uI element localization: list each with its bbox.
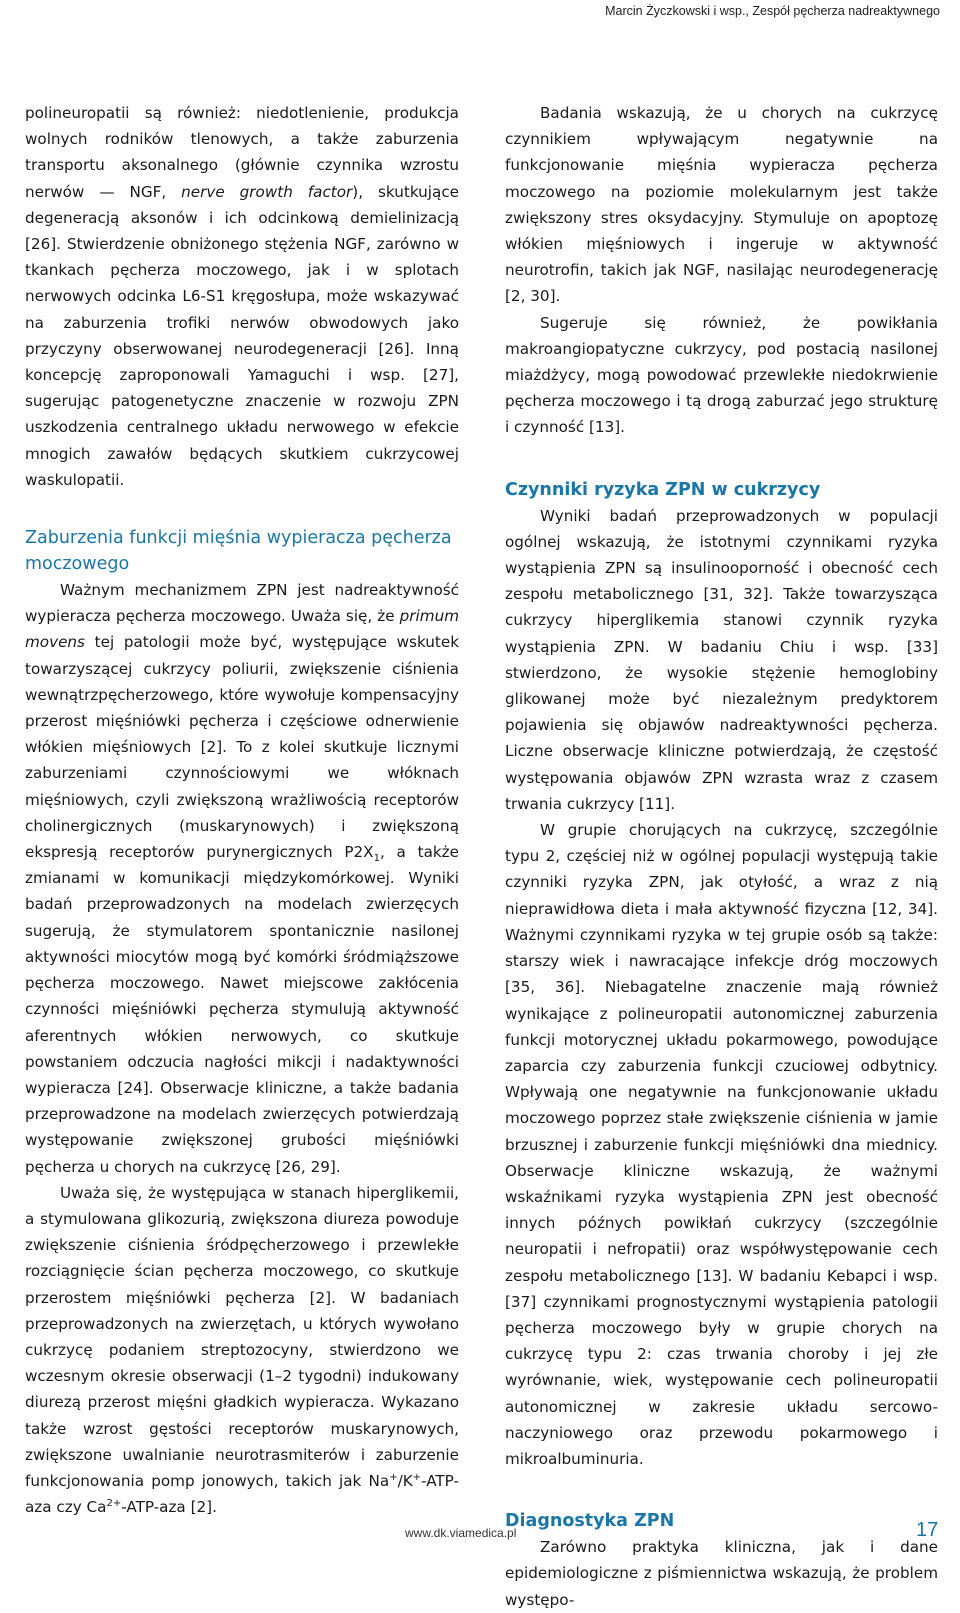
left-paragraph-3: Uważa się, że występująca w stanach hiperglikemii, a stymulowana glikozurią, zwiększona diureza powoduje zwiększenie ciśnienia śródpęcherzowego i przewlekłe rozciągnięcie ścian pęcherza moczowego, co skutkuje przerostem mięśniówki pęcherza [2]. W badaniach przeprowadzonych na zwierzętach, u których wywołano cukrzycę podaniem streptozocyny, stwierdzono we wczesnym okresie obserwacji (1–2 tygodni) indukowany diurezą przerost mięśni gładkich wypieracza. Wykazano także wzrost gęstości receptorów muskarynowych, zwiększone uwalnianie neurotrasmiterów i zaburzenie funkcjonowania pomp jonowych, takich jak Na+/K+-ATP-aza czy $Ca^{2+}-ATP$-aza [2]. (25, 1183, 459, 1517)
right-paragraph-5: Zarówno praktyka kliniczna, jak i dane epidemiologiczne z piśmiennictwa wskazują, że problem występo- (505, 1538, 938, 1609)
running-head-title: Zespół pęcherza nadreaktywnego (752, 4, 940, 18)
running-head-author: Marcin Życzkowski i wsp. (605, 4, 746, 18)
right-paragraph-4: W grupie chorujących na cukrzycę, szczególnie typu 2, częściej niż w ogólnej populacji występują takie czynniki ryzyka ZPN, jak otyłość, a wraz z nią nieprawidłowa dieta i mała aktywność fizyczna [12, 34]. Ważnymi czynnikami ryzyka w tej grupie osób są także: starszy wiek i nawracające infekcje dróg moczowych [35, 36]. Niebagatelne znaczenie mają również wynikające z polineuropatii autonomicznej zaburzenia funkcji motorycznej układu pokarmowego, powodujące zaparcia czy zaburzenia funkcji czuciowej odbytnicy. Wpływają one negatywnie na funkcjonowanie układu moczowego poprzez stałe zwiększenie ciśnienia w jamie brzusznej i zaburzenie funkcji mięśniówki dna miednicy. Obserwacje kliniczne wskazują, że ważnymi wskaźnikami ryzyka wystąpienia ZPN jest obecność innych późnych powikłań cukrzycy (szczególnie neuropatii i nefropatii) oraz współwystępowanie cech zespołu metabolicznego [13]. W badaniu Kebapci i wsp. [37] czynnikami prognostycznymi wystąpienia patologii pęcherza moczowego były w grupie chorych na cukrzycę typu 2: czas trwania choroby i jej złe wyrównanie, wiek, występowanie cech polineuropatii autonomicznej w zakresie układu sercowo-naczyniowego oraz przewodu pokarmowego i mikroalbuminuria. (505, 821, 938, 1468)
right-paragraph-3: Wyniki badań przeprowadzonych w populacji ogólnej wskazują, że istotnymi czynnikami ryzyka wystąpienia ZPN są insulinooporność i obecność cech zespołu metabolicznego [31, 32]. Także towarzysząca cukrzycy hiperglikemia stanowi czynnik ryzyka wystąpienia ZPN. W badaniu Chiu i wsp. [33] stwierdzono, że wysokie stężenie hemoglobiny glikowanej może być niezależnym predyktorem pojawienia się objawów nadreaktywności pęcherza. Liczne obserwacje kliniczne potwierdzają, że częstość występowania objawów ZPN wzrasta wraz z czasem trwania cukrzycy [11]. (505, 506, 938, 813)
right-paragraph-2: Sugeruje się również, że powikłania makroangiopatyczne cukrzycy, pod postacią nasilonej miażdżycy, mogą powodować przewlekłe niedokrwienie pęcherza moczowego i tą drogą zaburzać jego strukturę i czynność [13]. (505, 313, 938, 437)
page-number: 17 (916, 1519, 939, 1541)
section-heading-diagnostics: Diagnostyka ZPN (505, 1511, 675, 1532)
right-paragraph-1: Badania wskazują, że u chorych na cukrzycę czynnikiem wpływającym negatywnie na funkcjonowanie mięśnia wypieracza pęcherza moczowego na poziomie molekularnym jest także zwiększony stres oksydacyjny. Stymuluje on apoptozę włókien mięśniowych i ingeruje w aktywność neurotrofin, takich jak NGF, nasilając neurodegenerację [2, 30]. (505, 104, 938, 306)
section-heading-detrusor: Zaburzenia funkcji mięśnia wypieracza pęcherza moczowego (25, 528, 452, 575)
section-heading-risk-factors: Czynniki ryzyka ZPN w cukrzycy (505, 479, 821, 500)
running-head (600, 0, 940, 24)
left-paragraph-1: polineuropatii są również: niedotlenienie, produkcja wolnych rodników tlenowych, a także zaburzenia transportu aksonalnego (głównie czynnika wzrostu nerwów — NGF, nerve growth factor), skutkujące degeneracją aksonów i ich odcinkową demielinizacją [26]. Stwierdzenie obniżonego stężenia NGF, zarówno w tkankach pęcherza moczowego, jak i w splotach nerwowych odcinka L6-S1 kręgosłupa, może wskazywać na zaburzenia trofiki nerwów obwodowych jako przyczyny obserwowanej neurodegeneracji [26]. Inną koncepcję zaproponowali Yamaguchi i wsp. [27], sugerując patogenetyczne znaczenie w rozwoju ZPN uszkodzenia centralnego układu nerwowego w efekcie mnogich zawałów będących skutkiem cukrzycowej waskulopatii. (25, 104, 460, 489)
left-column (25, 100, 459, 1520)
right-column (505, 100, 938, 1613)
footer-url: www.dk.viamedica.pl (405, 1526, 517, 1540)
left-paragraph-2: Ważnym mechanizmem ZPN jest nadreaktywność wypieracza pęcherza moczowego. Uważa się, że primum movens tej patologii może być, występujące wskutek towarzyszącej cukrzycy poliurii, zwiększenie ciśnienia wewnątrzpęcherzowego, które wywołuje kompensacyjny przerost mięśniówki pęcherza i częściowe odnerwienie włókien mięśniowych [2]. To z kolei skutkuje licznymi zaburzeniami czynnościowymi we włóknach mięśniowych, czyli zwiększoną wrażliwością receptorów cholinergicznych (muskarynowych) i zwiększoną ekspresją receptorów purynergicznych $P2X_1$, a także zmianami w komunikacji międzykomórkowej. Wyniki badań przeprowadzonych na modelach zwierzęcych sugerują, że stymulatorem spontanicznie nasilonej aktywności miocytów mogą być komórki śródmiąższowe pęcherza moczowego. Nawet miejscowe zakłócenia czynności mięśniówki pęcherza stymulują aktywność aferentnych włókien nerwowych, co skutkuje powstaniem odczucia nagłości mikcji i nadaktywności wypieracza [24]. Obserwacje kliniczne, a także badania przeprowadzone na modelach zwierzęcych potwierdzają występowanie zwiększonej grubości mięśniówki pęcherza u chorych na cukrzycę [26, 29]. (25, 581, 459, 1176)
running-head-separator: , (745, 4, 753, 18)
